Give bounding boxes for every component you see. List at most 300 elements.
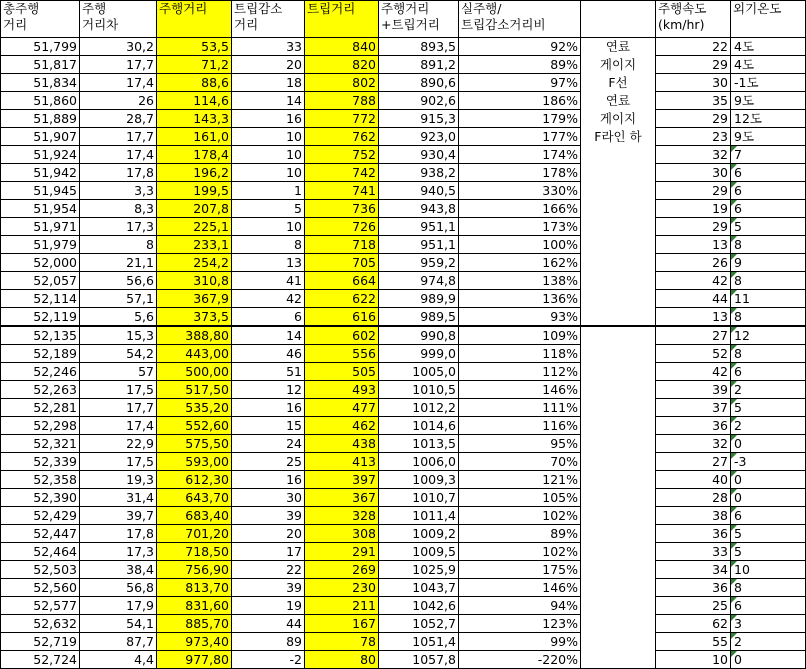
cell-trip[interactable]: 752 [305,146,379,164]
cell-trip[interactable]: 840 [305,38,379,56]
cell-ratio[interactable]: 179% [459,110,581,128]
cell-temp[interactable]: 9도 [731,92,806,110]
cell-note[interactable] [581,290,656,308]
cell-sum[interactable]: 902,6 [379,92,459,110]
cell-speed[interactable]: 13 [656,236,731,254]
cell-diff[interactable]: 22,9 [80,435,157,453]
cell-diff[interactable]: 17,4 [80,417,157,435]
cell-temp[interactable]: 7 [731,146,806,164]
cell-ratio[interactable]: 330% [459,182,581,200]
header-dist[interactable]: 주행거리 [157,1,232,38]
cell-sum[interactable]: 1006,0 [379,453,459,471]
cell-speed[interactable]: 42 [656,363,731,381]
cell-note[interactable]: 연료 [581,92,656,110]
cell-dist[interactable]: 701,20 [157,525,232,543]
cell-ratio[interactable]: 111% [459,399,581,417]
cell-speed[interactable]: 30 [656,164,731,182]
cell-trip-dec[interactable]: 1 [232,182,305,200]
cell-trip[interactable]: 788 [305,92,379,110]
cell-total[interactable]: 52,298 [1,417,80,435]
cell-trip-dec[interactable]: 42 [232,290,305,308]
cell-speed[interactable]: 22 [656,38,731,56]
cell-ratio[interactable]: 93% [459,308,581,327]
cell-dist[interactable]: 178,4 [157,146,232,164]
cell-total[interactable]: 52,724 [1,651,80,669]
cell-speed[interactable]: 36 [656,579,731,597]
cell-diff[interactable]: 8 [80,236,157,254]
cell-sum[interactable]: 1013,5 [379,435,459,453]
cell-dist[interactable]: 552,60 [157,417,232,435]
cell-diff[interactable]: 4,4 [80,651,157,669]
cell-trip[interactable]: 736 [305,200,379,218]
cell-trip[interactable]: 269 [305,561,379,579]
cell-speed[interactable]: 52 [656,345,731,363]
cell-ratio[interactable]: 95% [459,435,581,453]
cell-dist[interactable]: 143,3 [157,110,232,128]
cell-temp[interactable]: 6 [731,164,806,182]
cell-trip[interactable]: 367 [305,489,379,507]
cell-sum[interactable]: 943,8 [379,200,459,218]
cell-temp[interactable]: 4도 [731,38,806,56]
cell-note[interactable] [581,417,656,435]
cell-total[interactable]: 52,464 [1,543,80,561]
cell-trip[interactable]: 726 [305,218,379,236]
cell-total[interactable]: 51,971 [1,218,80,236]
cell-total[interactable]: 52,321 [1,435,80,453]
cell-trip-dec[interactable]: 14 [232,92,305,110]
cell-speed[interactable]: 25 [656,597,731,615]
cell-sum[interactable]: 893,5 [379,38,459,56]
cell-trip-dec[interactable]: 20 [232,56,305,74]
cell-ratio[interactable]: 89% [459,525,581,543]
cell-temp[interactable]: 8 [731,579,806,597]
cell-speed[interactable]: 29 [656,182,731,200]
cell-trip-dec[interactable]: 51 [232,363,305,381]
cell-dist[interactable]: 683,40 [157,507,232,525]
cell-total[interactable]: 52,577 [1,597,80,615]
cell-note[interactable] [581,399,656,417]
cell-dist[interactable]: 254,2 [157,254,232,272]
cell-speed[interactable]: 30 [656,74,731,92]
cell-trip[interactable]: 820 [305,56,379,74]
cell-temp[interactable]: 5 [731,543,806,561]
cell-speed[interactable]: 35 [656,92,731,110]
cell-note[interactable] [581,164,656,182]
cell-note[interactable] [581,507,656,525]
cell-temp[interactable]: 9도 [731,128,806,146]
cell-ratio[interactable]: 123% [459,615,581,633]
header-temp[interactable]: 외기온도 [731,1,806,38]
cell-sum[interactable]: 951,1 [379,218,459,236]
cell-temp[interactable]: 0 [731,489,806,507]
cell-total[interactable]: 51,924 [1,146,80,164]
cell-diff[interactable]: 5,6 [80,308,157,327]
cell-ratio[interactable]: 186% [459,92,581,110]
cell-temp[interactable]: 6 [731,507,806,525]
cell-diff[interactable]: 17,8 [80,164,157,182]
cell-speed[interactable]: 19 [656,200,731,218]
cell-note[interactable] [581,453,656,471]
cell-note[interactable] [581,471,656,489]
cell-total[interactable]: 52,632 [1,615,80,633]
cell-trip[interactable]: 397 [305,471,379,489]
cell-note[interactable]: 게이지 [581,56,656,74]
cell-temp[interactable]: 8 [731,236,806,254]
cell-trip[interactable]: 438 [305,435,379,453]
cell-trip-dec[interactable]: 16 [232,471,305,489]
cell-sum[interactable]: 891,2 [379,56,459,74]
cell-total[interactable]: 51,889 [1,110,80,128]
cell-total[interactable]: 51,979 [1,236,80,254]
cell-note[interactable] [581,363,656,381]
cell-ratio[interactable]: 162% [459,254,581,272]
header-trip[interactable]: 트립거리 [305,1,379,38]
cell-note[interactable] [581,579,656,597]
cell-speed[interactable]: 36 [656,525,731,543]
cell-sum[interactable]: 1042,6 [379,597,459,615]
cell-total[interactable]: 51,860 [1,92,80,110]
cell-speed[interactable]: 28 [656,489,731,507]
cell-dist[interactable]: 612,30 [157,471,232,489]
cell-dist[interactable]: 53,5 [157,38,232,56]
cell-ratio[interactable]: 109% [459,326,581,345]
cell-diff[interactable]: 28,7 [80,110,157,128]
cell-ratio[interactable]: 166% [459,200,581,218]
cell-trip[interactable]: 762 [305,128,379,146]
cell-trip[interactable]: 718 [305,236,379,254]
cell-diff[interactable]: 38,4 [80,561,157,579]
cell-speed[interactable]: 29 [656,110,731,128]
cell-trip-dec[interactable]: 39 [232,579,305,597]
header-sum[interactable]: 주행거리 +트립거리 [379,1,459,38]
cell-trip[interactable]: 742 [305,164,379,182]
cell-diff[interactable]: 21,1 [80,254,157,272]
cell-diff[interactable]: 15,3 [80,326,157,345]
cell-note[interactable] [581,326,656,345]
cell-diff[interactable]: 39,7 [80,507,157,525]
cell-trip[interactable]: 78 [305,633,379,651]
cell-diff[interactable]: 17,7 [80,128,157,146]
cell-temp[interactable]: -3 [731,453,806,471]
cell-trip[interactable]: 741 [305,182,379,200]
cell-dist[interactable]: 71,2 [157,56,232,74]
cell-total[interactable]: 52,189 [1,345,80,363]
cell-trip[interactable]: 602 [305,326,379,345]
cell-trip-dec[interactable]: 10 [232,146,305,164]
cell-note[interactable]: F선 [581,74,656,92]
cell-total[interactable]: 52,281 [1,399,80,417]
cell-sum[interactable]: 974,8 [379,272,459,290]
cell-sum[interactable]: 923,0 [379,128,459,146]
cell-temp[interactable]: 8 [731,345,806,363]
cell-trip-dec[interactable]: 33 [232,38,305,56]
cell-sum[interactable]: 940,5 [379,182,459,200]
cell-speed[interactable]: 23 [656,128,731,146]
cell-note[interactable] [581,615,656,633]
cell-note[interactable] [581,218,656,236]
cell-dist[interactable]: 718,50 [157,543,232,561]
cell-dist[interactable]: 643,70 [157,489,232,507]
cell-note[interactable]: 연료 [581,38,656,56]
cell-note[interactable] [581,435,656,453]
cell-dist[interactable]: 225,1 [157,218,232,236]
cell-total[interactable]: 51,799 [1,38,80,56]
cell-total[interactable]: 52,135 [1,326,80,345]
cell-note[interactable] [581,489,656,507]
cell-trip-dec[interactable]: -2 [232,651,305,669]
cell-trip[interactable]: 616 [305,308,379,327]
cell-total[interactable]: 51,954 [1,200,80,218]
cell-trip-dec[interactable]: 5 [232,200,305,218]
cell-sum[interactable]: 1009,5 [379,543,459,561]
cell-trip-dec[interactable]: 16 [232,110,305,128]
cell-trip-dec[interactable]: 13 [232,254,305,272]
cell-dist[interactable]: 831,60 [157,597,232,615]
cell-speed[interactable]: 40 [656,471,731,489]
cell-note[interactable] [581,200,656,218]
cell-trip-dec[interactable]: 16 [232,399,305,417]
cell-ratio[interactable]: 100% [459,236,581,254]
cell-diff[interactable]: 31,4 [80,489,157,507]
cell-temp[interactable]: 3 [731,615,806,633]
cell-sum[interactable]: 1014,6 [379,417,459,435]
cell-speed[interactable]: 32 [656,435,731,453]
cell-note[interactable] [581,308,656,327]
cell-trip-dec[interactable]: 30 [232,489,305,507]
cell-trip[interactable]: 308 [305,525,379,543]
cell-ratio[interactable]: 138% [459,272,581,290]
cell-sum[interactable]: 999,0 [379,345,459,363]
header-speed[interactable]: 주행속도 (km/hr) [656,1,731,38]
cell-ratio[interactable]: 146% [459,381,581,399]
cell-ratio[interactable]: 97% [459,74,581,92]
cell-ratio[interactable]: 89% [459,56,581,74]
cell-total[interactable]: 52,246 [1,363,80,381]
cell-dist[interactable]: 196,2 [157,164,232,182]
cell-dist[interactable]: 813,70 [157,579,232,597]
cell-trip-dec[interactable]: 19 [232,597,305,615]
cell-dist[interactable]: 161,0 [157,128,232,146]
cell-temp[interactable]: 12도 [731,110,806,128]
cell-speed[interactable]: 36 [656,417,731,435]
cell-trip-dec[interactable]: 44 [232,615,305,633]
cell-speed[interactable]: 62 [656,615,731,633]
cell-sum[interactable]: 959,2 [379,254,459,272]
cell-trip[interactable]: 230 [305,579,379,597]
cell-diff[interactable]: 30,2 [80,38,157,56]
cell-ratio[interactable]: -220% [459,651,581,669]
cell-total[interactable]: 51,907 [1,128,80,146]
cell-ratio[interactable]: 136% [459,290,581,308]
cell-sum[interactable]: 890,6 [379,74,459,92]
cell-total[interactable]: 52,339 [1,453,80,471]
cell-trip-dec[interactable]: 17 [232,543,305,561]
cell-trip[interactable]: 291 [305,543,379,561]
cell-diff[interactable]: 87,7 [80,633,157,651]
header-ratio[interactable]: 실주행/ 트립감소거리비 [459,1,581,38]
cell-sum[interactable]: 938,2 [379,164,459,182]
cell-speed[interactable]: 34 [656,561,731,579]
cell-total[interactable]: 52,447 [1,525,80,543]
cell-temp[interactable]: 8 [731,308,806,327]
cell-total[interactable]: 52,000 [1,254,80,272]
cell-diff[interactable]: 17,8 [80,525,157,543]
cell-total[interactable]: 52,119 [1,308,80,327]
cell-trip[interactable]: 462 [305,417,379,435]
cell-trip-dec[interactable]: 39 [232,507,305,525]
cell-trip-dec[interactable]: 41 [232,272,305,290]
cell-diff[interactable]: 17,7 [80,56,157,74]
cell-diff[interactable]: 17,3 [80,543,157,561]
cell-ratio[interactable]: 177% [459,128,581,146]
cell-trip-dec[interactable]: 24 [232,435,305,453]
cell-note[interactable] [581,525,656,543]
cell-temp[interactable]: 2 [731,417,806,435]
cell-speed[interactable]: 26 [656,254,731,272]
header-trip-dec[interactable]: 트립감소 거리 [232,1,305,38]
cell-ratio[interactable]: 102% [459,507,581,525]
cell-dist[interactable]: 88,6 [157,74,232,92]
cell-speed[interactable]: 55 [656,633,731,651]
cell-diff[interactable]: 17,4 [80,146,157,164]
cell-speed[interactable]: 44 [656,290,731,308]
cell-temp[interactable]: 9 [731,254,806,272]
cell-temp[interactable]: 11 [731,290,806,308]
cell-temp[interactable]: 5 [731,399,806,417]
cell-trip-dec[interactable]: 6 [232,308,305,327]
cell-trip[interactable]: 622 [305,290,379,308]
cell-sum[interactable]: 930,4 [379,146,459,164]
cell-sum[interactable]: 1005,0 [379,363,459,381]
cell-trip[interactable]: 167 [305,615,379,633]
cell-ratio[interactable]: 121% [459,471,581,489]
cell-dist[interactable]: 388,80 [157,326,232,345]
cell-diff[interactable]: 17,5 [80,381,157,399]
cell-dist[interactable]: 500,00 [157,363,232,381]
cell-temp[interactable]: 6 [731,200,806,218]
cell-total[interactable]: 52,057 [1,272,80,290]
cell-total[interactable]: 52,560 [1,579,80,597]
cell-speed[interactable]: 10 [656,651,731,669]
cell-total[interactable]: 52,390 [1,489,80,507]
cell-note[interactable] [581,345,656,363]
cell-dist[interactable]: 517,50 [157,381,232,399]
cell-diff[interactable]: 57 [80,363,157,381]
cell-dist[interactable]: 443,00 [157,345,232,363]
cell-sum[interactable]: 915,3 [379,110,459,128]
cell-note[interactable] [581,182,656,200]
cell-ratio[interactable]: 174% [459,146,581,164]
cell-note[interactable]: F라인 하 [581,128,656,146]
cell-ratio[interactable]: 178% [459,164,581,182]
cell-note[interactable] [581,651,656,669]
cell-trip-dec[interactable]: 14 [232,326,305,345]
cell-note[interactable] [581,561,656,579]
header-note[interactable] [581,1,656,38]
cell-sum[interactable]: 951,1 [379,236,459,254]
cell-temp[interactable]: -1도 [731,74,806,92]
cell-temp[interactable]: 8 [731,272,806,290]
cell-dist[interactable]: 367,9 [157,290,232,308]
cell-temp[interactable]: 0 [731,435,806,453]
cell-temp[interactable]: 5 [731,525,806,543]
cell-trip-dec[interactable]: 10 [232,218,305,236]
cell-sum[interactable]: 990,8 [379,326,459,345]
cell-trip-dec[interactable]: 10 [232,128,305,146]
cell-sum[interactable]: 1051,4 [379,633,459,651]
cell-sum[interactable]: 1025,9 [379,561,459,579]
cell-speed[interactable]: 13 [656,308,731,327]
cell-temp[interactable]: 2 [731,633,806,651]
cell-total[interactable]: 51,817 [1,56,80,74]
cell-diff[interactable]: 17,5 [80,453,157,471]
cell-note[interactable] [581,633,656,651]
cell-dist[interactable]: 535,20 [157,399,232,417]
cell-sum[interactable]: 1052,7 [379,615,459,633]
cell-trip-dec[interactable]: 89 [232,633,305,651]
cell-ratio[interactable]: 118% [459,345,581,363]
cell-speed[interactable]: 33 [656,543,731,561]
cell-speed[interactable]: 42 [656,272,731,290]
cell-diff[interactable]: 54,1 [80,615,157,633]
cell-note[interactable] [581,146,656,164]
cell-total[interactable]: 52,358 [1,471,80,489]
cell-note[interactable] [581,381,656,399]
cell-sum[interactable]: 989,9 [379,290,459,308]
cell-dist[interactable]: 207,8 [157,200,232,218]
cell-sum[interactable]: 1012,2 [379,399,459,417]
cell-ratio[interactable]: 116% [459,417,581,435]
cell-temp[interactable]: 6 [731,597,806,615]
cell-diff[interactable]: 19,3 [80,471,157,489]
cell-diff[interactable]: 8,3 [80,200,157,218]
cell-dist[interactable]: 973,40 [157,633,232,651]
cell-temp[interactable]: 0 [731,471,806,489]
cell-dist[interactable]: 593,00 [157,453,232,471]
cell-ratio[interactable]: 94% [459,597,581,615]
cell-trip-dec[interactable]: 12 [232,381,305,399]
cell-trip[interactable]: 493 [305,381,379,399]
cell-speed[interactable]: 32 [656,146,731,164]
cell-diff[interactable]: 26 [80,92,157,110]
cell-diff[interactable]: 54,2 [80,345,157,363]
cell-ratio[interactable]: 92% [459,38,581,56]
cell-diff[interactable]: 57,1 [80,290,157,308]
cell-trip[interactable]: 477 [305,399,379,417]
cell-note[interactable] [581,597,656,615]
cell-trip[interactable]: 328 [305,507,379,525]
cell-sum[interactable]: 1043,7 [379,579,459,597]
cell-total[interactable]: 52,429 [1,507,80,525]
cell-temp[interactable]: 10 [731,561,806,579]
cell-total[interactable]: 51,945 [1,182,80,200]
cell-ratio[interactable]: 112% [459,363,581,381]
cell-speed[interactable]: 38 [656,507,731,525]
cell-dist[interactable]: 575,50 [157,435,232,453]
cell-trip-dec[interactable]: 46 [232,345,305,363]
cell-trip-dec[interactable]: 20 [232,525,305,543]
cell-dist[interactable]: 977,80 [157,651,232,669]
cell-ratio[interactable]: 99% [459,633,581,651]
cell-ratio[interactable]: 70% [459,453,581,471]
cell-dist[interactable]: 199,5 [157,182,232,200]
cell-speed[interactable]: 27 [656,453,731,471]
cell-total[interactable]: 51,834 [1,74,80,92]
cell-temp[interactable]: 12 [731,326,806,345]
cell-dist[interactable]: 373,5 [157,308,232,327]
cell-dist[interactable]: 885,70 [157,615,232,633]
header-diff[interactable]: 주행 거리차 [80,1,157,38]
